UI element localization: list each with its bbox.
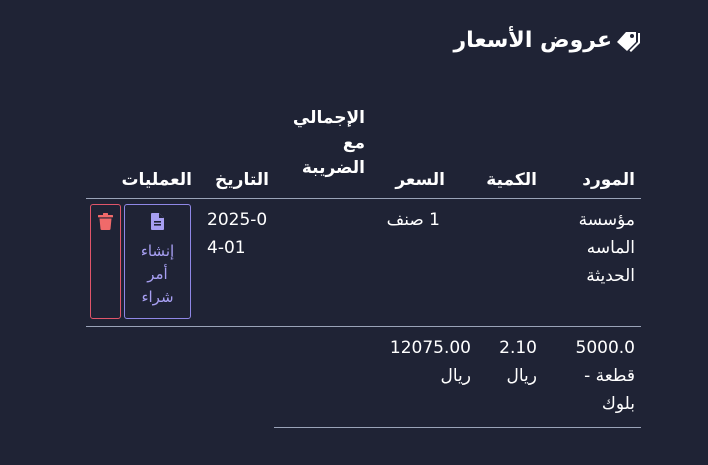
row-date: 2025-04-01 [207, 210, 268, 258]
create-purchase-order-label: إنشاء أمر شراء [140, 242, 175, 306]
col-header-total: الإجمالي مع الضريبة [292, 108, 365, 178]
col-header-actions: العمليات [121, 170, 192, 190]
create-purchase-order-button[interactable] [124, 204, 191, 319]
row-divider [86, 326, 641, 327]
col-header-supplier: المورد [582, 170, 635, 190]
item-supplier-quantity: 5000.0 قطعة - بلوك [575, 338, 635, 414]
item-quantity: 2.10 ريال [499, 338, 537, 386]
page-title [453, 28, 642, 53]
trash-icon [98, 213, 113, 318]
delete-button[interactable] [90, 204, 121, 319]
header-divider [86, 198, 641, 199]
page-title-text: عروض الأسعار [453, 28, 612, 53]
item-divider [274, 427, 641, 428]
col-header-price: السعر [395, 170, 445, 190]
col-header-quantity: الكمية [486, 170, 537, 190]
row-price: 1 صنف [386, 210, 440, 230]
tags-icon [616, 30, 642, 52]
row-supplier: مؤسسة الماسه الحديثة [578, 210, 635, 286]
col-header-date: التاريخ [215, 170, 269, 190]
item-price: 12075.00 ريال [389, 338, 471, 386]
file-icon [151, 213, 164, 234]
